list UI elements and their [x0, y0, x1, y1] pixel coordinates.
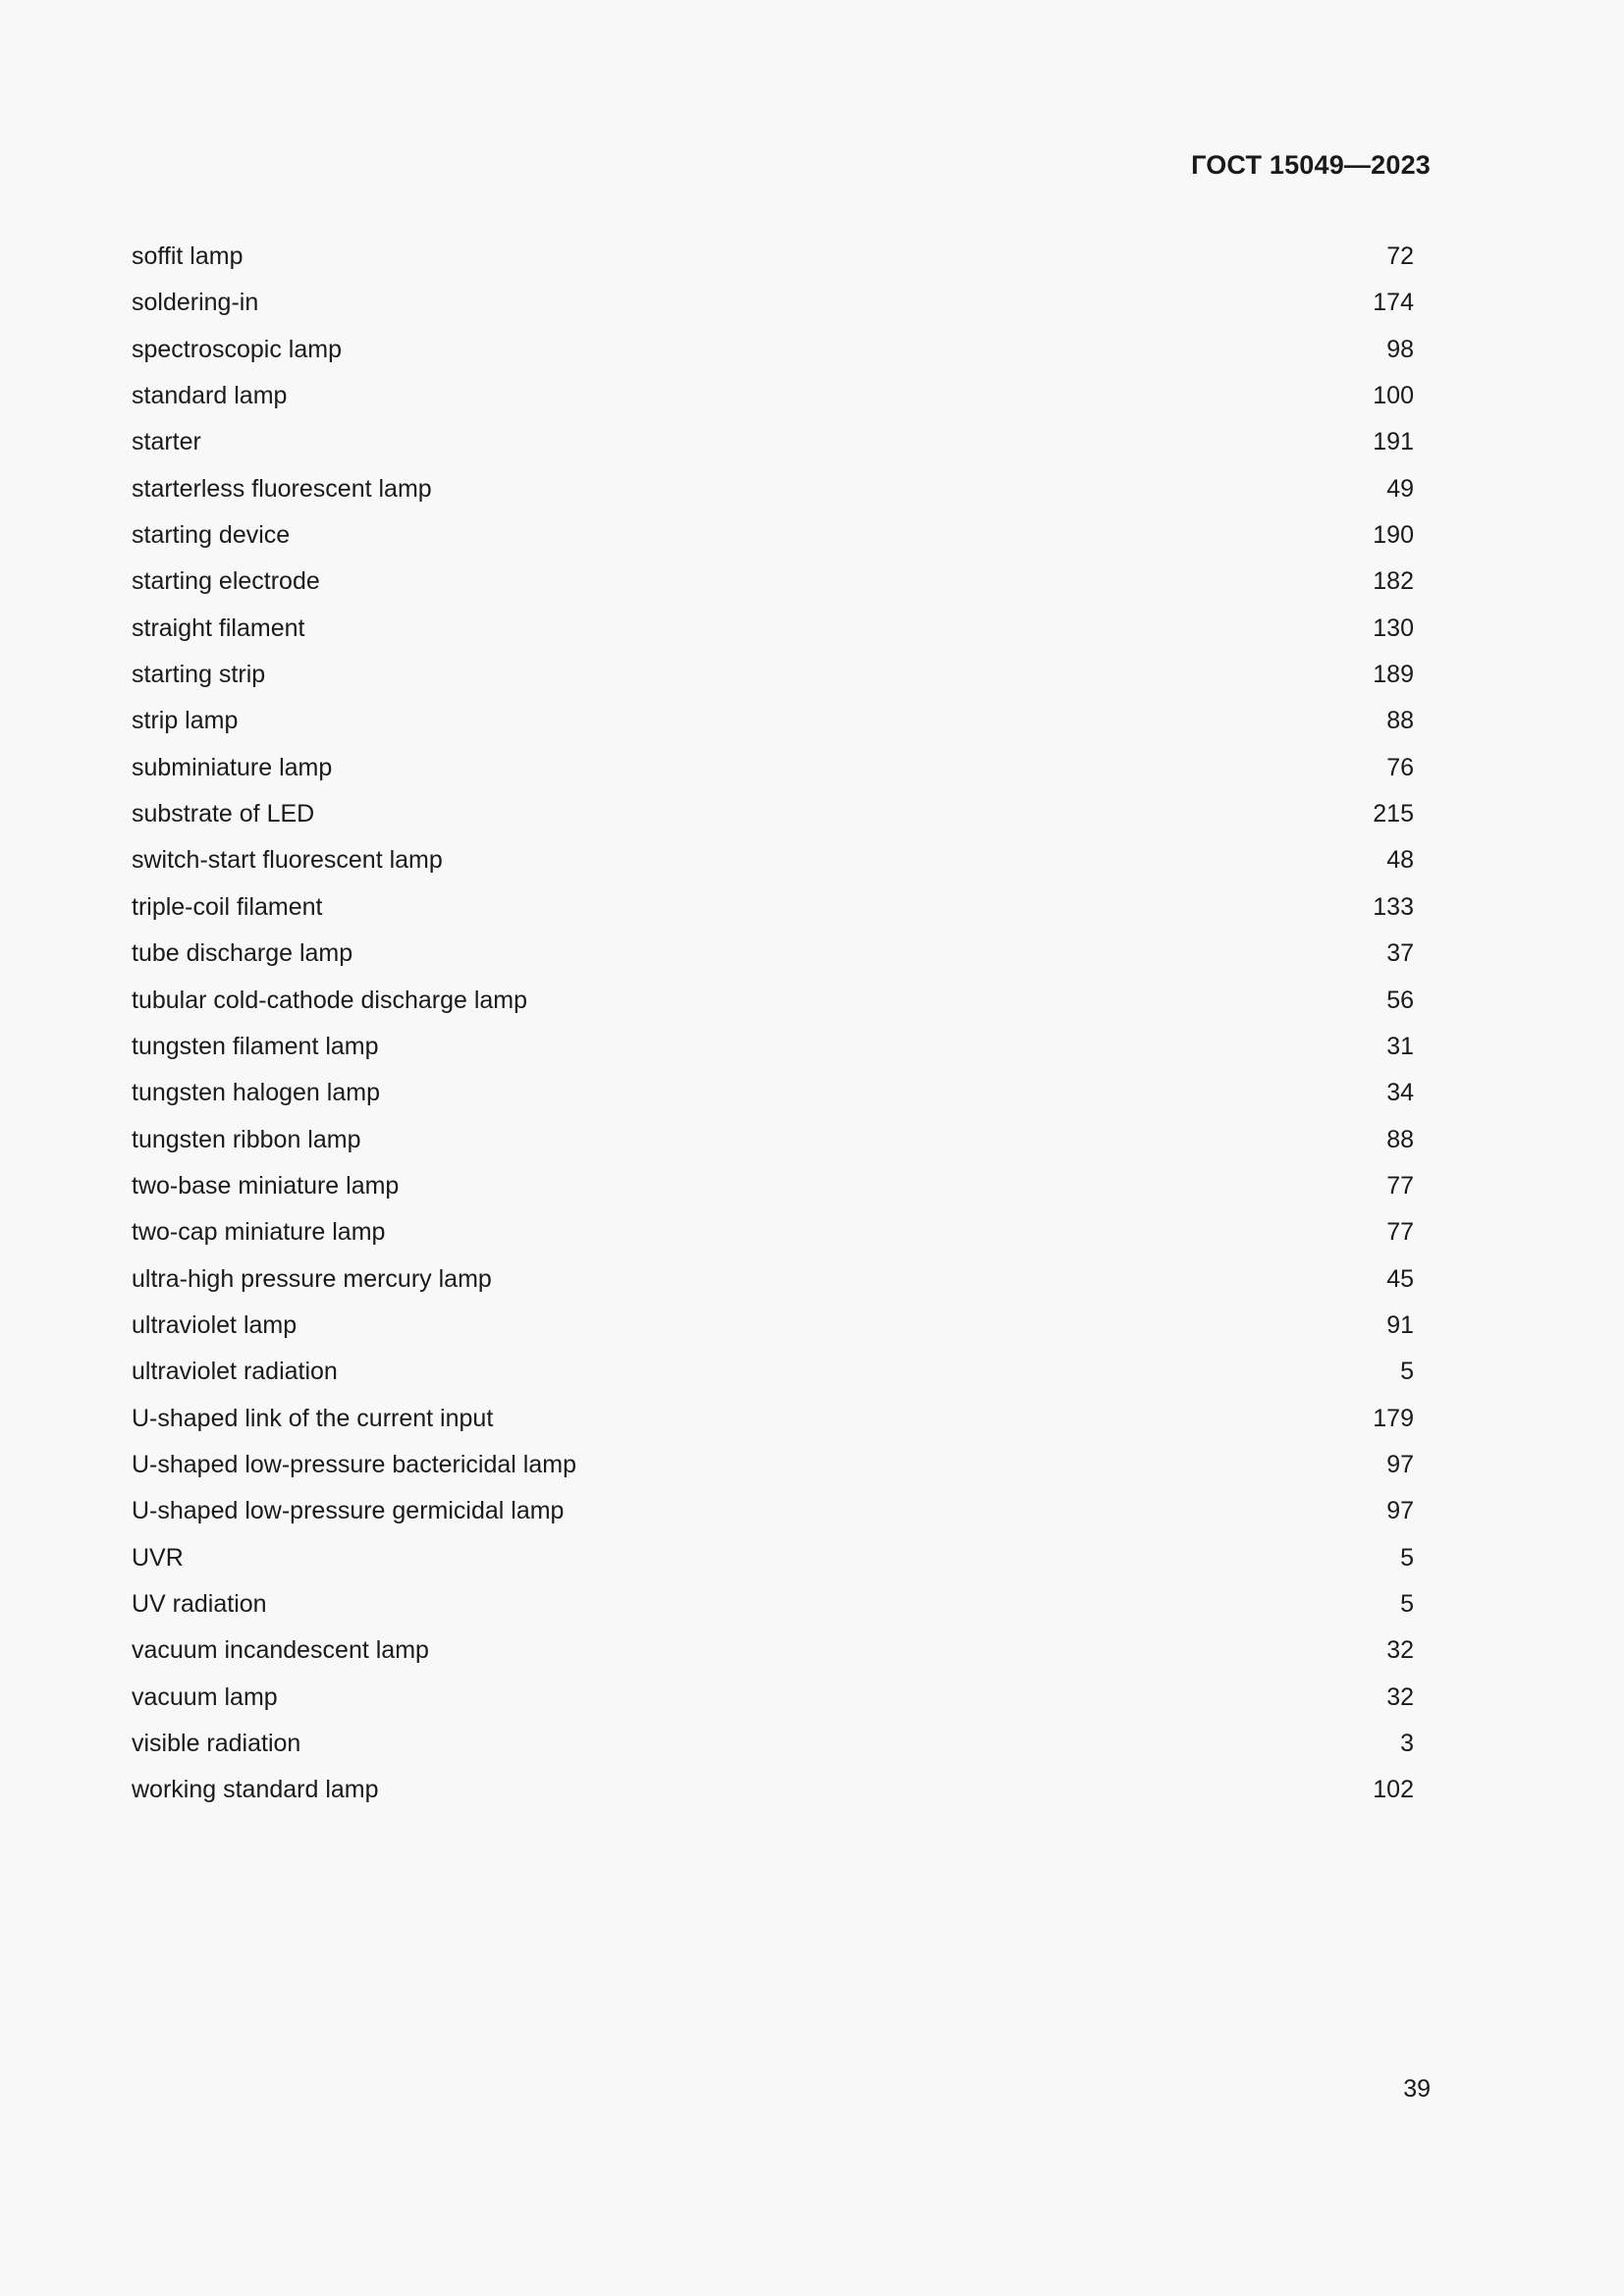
index-number: 190	[1373, 521, 1414, 550]
index-row	[132, 703, 1414, 749]
index-number: 189	[1373, 661, 1414, 689]
index-row	[132, 378, 1414, 424]
index-number: 97	[1386, 1450, 1414, 1478]
index-term: starting strip	[132, 661, 266, 689]
index-number: 88	[1386, 1125, 1414, 1153]
index-term: soldering-in	[132, 289, 259, 317]
index-number: 77	[1386, 1218, 1414, 1247]
alphabetical-index	[132, 239, 1414, 1819]
index-term: strip lamp	[132, 707, 239, 735]
index-number: 174	[1373, 289, 1414, 317]
index-number: 98	[1386, 335, 1414, 363]
index-term: UVR	[132, 1543, 184, 1572]
index-row	[132, 563, 1414, 610]
index-number: 77	[1386, 1171, 1414, 1200]
page-number: 39	[1403, 2075, 1431, 2103]
index-number: 102	[1373, 1776, 1414, 1804]
standard-code: ГОСТ 15049—2023	[1191, 150, 1431, 180]
index-row	[132, 1401, 1414, 1447]
index-number: 133	[1373, 892, 1414, 921]
index-term: substrate of LED	[132, 800, 315, 828]
index-term: U-shaped link of the current input	[132, 1404, 494, 1432]
index-term: soffit lamp	[132, 242, 244, 270]
index-number: 179	[1373, 1404, 1414, 1432]
index-number: 32	[1386, 1636, 1414, 1665]
index-number: 48	[1386, 846, 1414, 875]
index-row	[132, 471, 1414, 517]
index-row	[132, 842, 1414, 888]
index-row	[132, 1308, 1414, 1354]
index-number: 56	[1386, 986, 1414, 1014]
index-term: two-cap miniature lamp	[132, 1218, 386, 1247]
index-term: starterless fluorescent lamp	[132, 474, 432, 503]
index-term: tungsten filament lamp	[132, 1032, 379, 1060]
index-number: 5	[1400, 1358, 1414, 1386]
index-term: visible radiation	[132, 1730, 301, 1757]
index-number: 49	[1386, 474, 1414, 503]
index-term: tubular cold-cathode discharge lamp	[132, 986, 528, 1014]
index-row	[132, 517, 1414, 563]
index-row	[132, 1493, 1414, 1539]
index-row	[132, 889, 1414, 935]
index-term: subminiature lamp	[132, 753, 333, 781]
index-row	[132, 1354, 1414, 1400]
index-number: 72	[1386, 242, 1414, 270]
index-term: vacuum lamp	[132, 1682, 278, 1711]
index-term: starting electrode	[132, 567, 320, 596]
index-row	[132, 657, 1414, 703]
index-number: 3	[1400, 1730, 1414, 1757]
index-term: tube discharge lamp	[132, 939, 353, 968]
index-term: ultraviolet radiation	[132, 1358, 338, 1386]
index-row	[132, 1586, 1414, 1632]
index-number: 5	[1400, 1543, 1414, 1572]
index-row	[132, 1540, 1414, 1586]
index-number: 34	[1386, 1079, 1414, 1107]
index-term: triple-coil filament	[132, 892, 323, 921]
index-number: 182	[1373, 567, 1414, 596]
index-term: standard lamp	[132, 382, 288, 410]
index-number: 97	[1386, 1497, 1414, 1525]
index-row	[132, 983, 1414, 1029]
index-term: starter	[132, 428, 201, 456]
index-term: U-shaped low-pressure bactericidal lamp	[132, 1450, 576, 1478]
index-number: 130	[1373, 614, 1414, 642]
index-row	[132, 1680, 1414, 1726]
index-term: ultraviolet lamp	[132, 1310, 298, 1339]
index-number: 215	[1373, 800, 1414, 828]
index-row	[132, 1726, 1414, 1772]
index-row	[132, 1261, 1414, 1308]
index-row	[132, 935, 1414, 982]
index-number: 88	[1386, 707, 1414, 735]
index-number: 5	[1400, 1589, 1414, 1618]
index-row	[132, 750, 1414, 796]
index-term: vacuum incandescent lamp	[132, 1636, 429, 1665]
index-row	[132, 285, 1414, 331]
index-row	[132, 1075, 1414, 1121]
index-number: 37	[1386, 939, 1414, 968]
index-row	[132, 1632, 1414, 1679]
index-term: straight filament	[132, 614, 305, 642]
index-row	[132, 1447, 1414, 1493]
index-term: U-shaped low-pressure germicidal lamp	[132, 1497, 565, 1525]
index-number: 191	[1373, 428, 1414, 456]
index-row	[132, 1122, 1414, 1168]
index-number: 32	[1386, 1682, 1414, 1711]
index-row	[132, 239, 1414, 285]
index-term: ultra-high pressure mercury lamp	[132, 1264, 492, 1293]
index-row	[132, 611, 1414, 657]
index-row	[132, 1029, 1414, 1075]
index-term: tungsten ribbon lamp	[132, 1125, 361, 1153]
index-term: switch-start fluorescent lamp	[132, 846, 443, 875]
index-row	[132, 796, 1414, 842]
index-row	[132, 424, 1414, 470]
index-term: UV radiation	[132, 1589, 267, 1618]
index-number: 91	[1386, 1310, 1414, 1339]
index-number: 76	[1386, 753, 1414, 781]
index-number: 100	[1373, 382, 1414, 410]
index-row	[132, 1772, 1414, 1818]
index-row	[132, 332, 1414, 378]
index-term: two-base miniature lamp	[132, 1171, 400, 1200]
index-term: spectroscopic lamp	[132, 335, 342, 363]
index-row	[132, 1214, 1414, 1260]
index-row	[132, 1168, 1414, 1214]
index-term: working standard lamp	[132, 1776, 379, 1804]
index-term: starting device	[132, 521, 291, 550]
index-term: tungsten halogen lamp	[132, 1079, 380, 1107]
index-number: 45	[1386, 1264, 1414, 1293]
index-number: 31	[1386, 1032, 1414, 1060]
